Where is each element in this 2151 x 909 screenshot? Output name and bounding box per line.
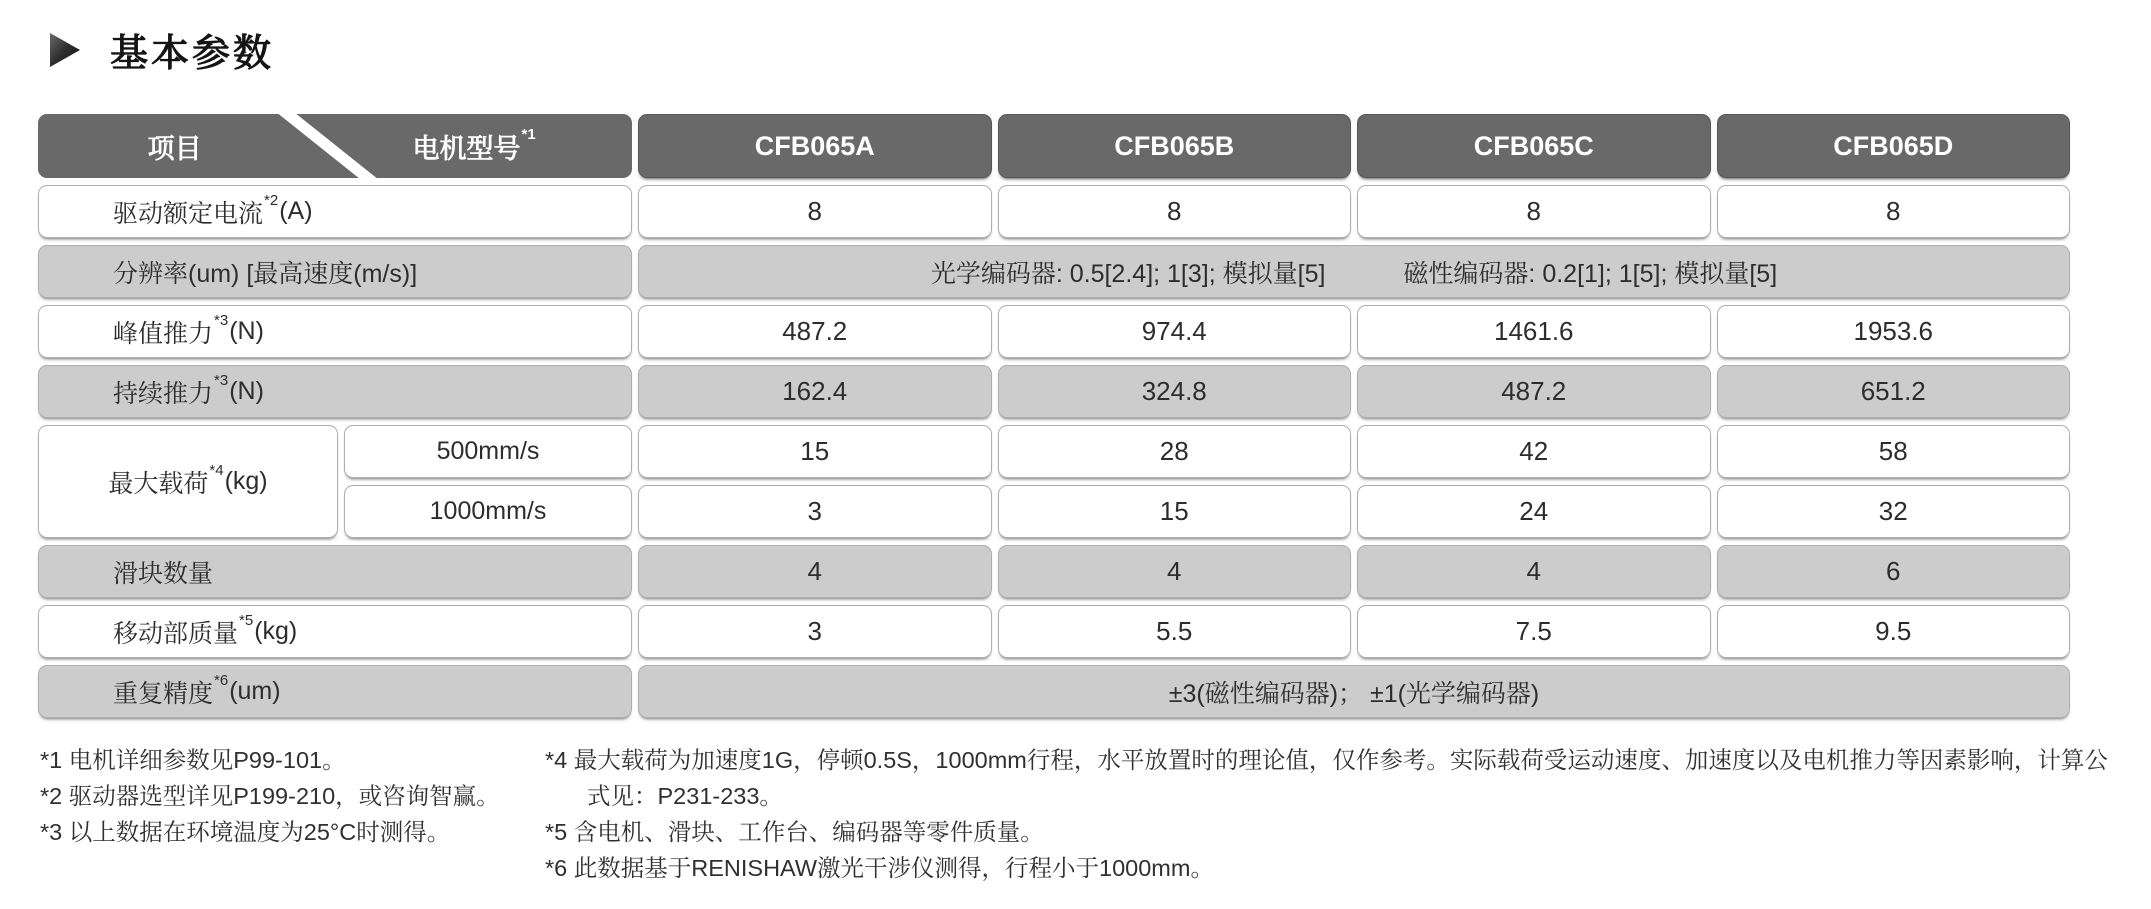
row-label: 驱动额定电流 $^{*2}$ (A): [38, 185, 632, 238]
row-label-text: 持续推力: [113, 379, 214, 408]
merged-value-cell: ±3(磁性编码器)； ±1(光学编码器): [638, 665, 2070, 718]
value-cell: 58: [1717, 425, 2071, 478]
value-cell: 5.5: [998, 605, 1352, 658]
value-cell: 32: [1717, 485, 2071, 538]
row-label-text: 重复精度: [113, 679, 214, 708]
value-cell: 15: [998, 485, 1352, 538]
model-column-header: CFB065A: [638, 114, 992, 178]
triangle-bullet-icon: [48, 31, 82, 69]
value-cell: 15: [638, 425, 992, 478]
value-cell: 487.2: [638, 305, 992, 358]
value-cell: 8: [998, 185, 1352, 238]
value-cell: 651.2: [1717, 365, 2071, 418]
value-cell: 4: [1357, 545, 1711, 598]
value-cell: 1461.6: [1357, 305, 1711, 358]
value-cell: 162.4: [638, 365, 992, 418]
value-cell: 8: [1717, 185, 2071, 238]
row-label-unit: (N): [229, 317, 264, 345]
row-label: 移动部质量 $^{*5}$ (kg): [38, 605, 632, 658]
corner-model-text: 电机型号: [412, 133, 521, 164]
footnotes-left-column: [40, 742, 545, 850]
row-label-text: 分辨率(um) [最高速度(m/s)]: [113, 259, 418, 288]
row-label-unit: (kg): [224, 467, 268, 495]
value-cell: 4: [998, 545, 1352, 598]
footnote: *1 电机详细参数见P99-101。: [40, 747, 346, 773]
value-cell: 974.4: [998, 305, 1352, 358]
footnote: *6 此数据基于RENISHAW激光干涉仪测得，行程小于1000mm。: [545, 855, 1214, 881]
sub-row-label: 500mm/s: [344, 425, 632, 478]
row-label-unit: (N): [229, 377, 264, 405]
value-cell: 3: [638, 605, 992, 658]
footnote: *2 驱动器选型详见P199-210，或咨询智赢。: [40, 783, 500, 809]
value-cell: 9.5: [1717, 605, 2071, 658]
sub-row-label: 1000mm/s: [344, 485, 632, 538]
row-label-text: 最大载荷: [108, 469, 209, 498]
row-label: [38, 245, 632, 298]
corner-item-label: 项目: [147, 133, 202, 164]
value-cell: 8: [638, 185, 992, 238]
row-label: 重复精度 $^{*6}$ (um): [38, 665, 632, 718]
row-label-max-load: 最大载荷 $^{*4}$ (kg): [38, 425, 338, 538]
footnotes-right-column: [545, 742, 2120, 886]
footnote: *4 最大载荷为加速度1G，停顿0.5S，1000mm行程，水平放置时的理论值，仅作参考。实际载荷受运动速度、加速度以及电机推力等因素影响，计算公式见：P231-233。: [545, 747, 2108, 809]
value-cell: 24: [1357, 485, 1711, 538]
row-label-text: 峰值推力: [113, 319, 214, 348]
page-title: 基本参数: [110, 33, 275, 75]
magnetic-encoder-resolution: 磁性编码器: 0.2[1]; 1[5]; 模拟量[5]: [1403, 259, 1778, 288]
row-label-text: 移动部质量: [113, 619, 239, 648]
value-cell: 6: [1717, 545, 2071, 598]
row-label-unit: (um): [229, 677, 281, 705]
value-cell: 42: [1357, 425, 1711, 478]
corner-header: [38, 114, 632, 178]
row-label: [38, 545, 632, 598]
value-cell: 3: [638, 485, 992, 538]
row-label: 峰值推力 $^{*3}$ (N): [38, 305, 632, 358]
corner-model-label: 电机型号 $^{*1}$: [412, 126, 536, 164]
value-cell: 324.8: [998, 365, 1352, 418]
row-label-text: 滑块数量: [113, 559, 214, 588]
specs-table: [38, 114, 2070, 718]
row-label-text: 驱动额定电流: [113, 199, 264, 228]
value-cell: 7.5: [1357, 605, 1711, 658]
value-cell: 8: [1357, 185, 1711, 238]
row-label-unit: (A): [279, 197, 313, 225]
optical-encoder-resolution: 光学编码器: 0.5[2.4]; 1[3]; 模拟量[5]: [930, 259, 1326, 288]
section-title: [48, 22, 274, 77]
value-cell: 4: [638, 545, 992, 598]
row-label-unit: (kg): [254, 617, 298, 645]
footnote: *3 以上数据在环境温度为25°C时测得。: [40, 819, 451, 845]
value-cell: 1953.6: [1717, 305, 2071, 358]
footnote: *5 含电机、滑块、工作台、编码器等零件质量。: [545, 819, 1044, 845]
row-label: 持续推力 $^{*3}$ (N): [38, 365, 632, 418]
model-column-header: CFB065D: [1717, 114, 2071, 178]
value-cell: 487.2: [1357, 365, 1711, 418]
model-column-header: CFB065B: [998, 114, 1352, 178]
merged-value-cell: [638, 245, 2070, 298]
model-column-header: CFB065C: [1357, 114, 1711, 178]
value-cell: 28: [998, 425, 1352, 478]
